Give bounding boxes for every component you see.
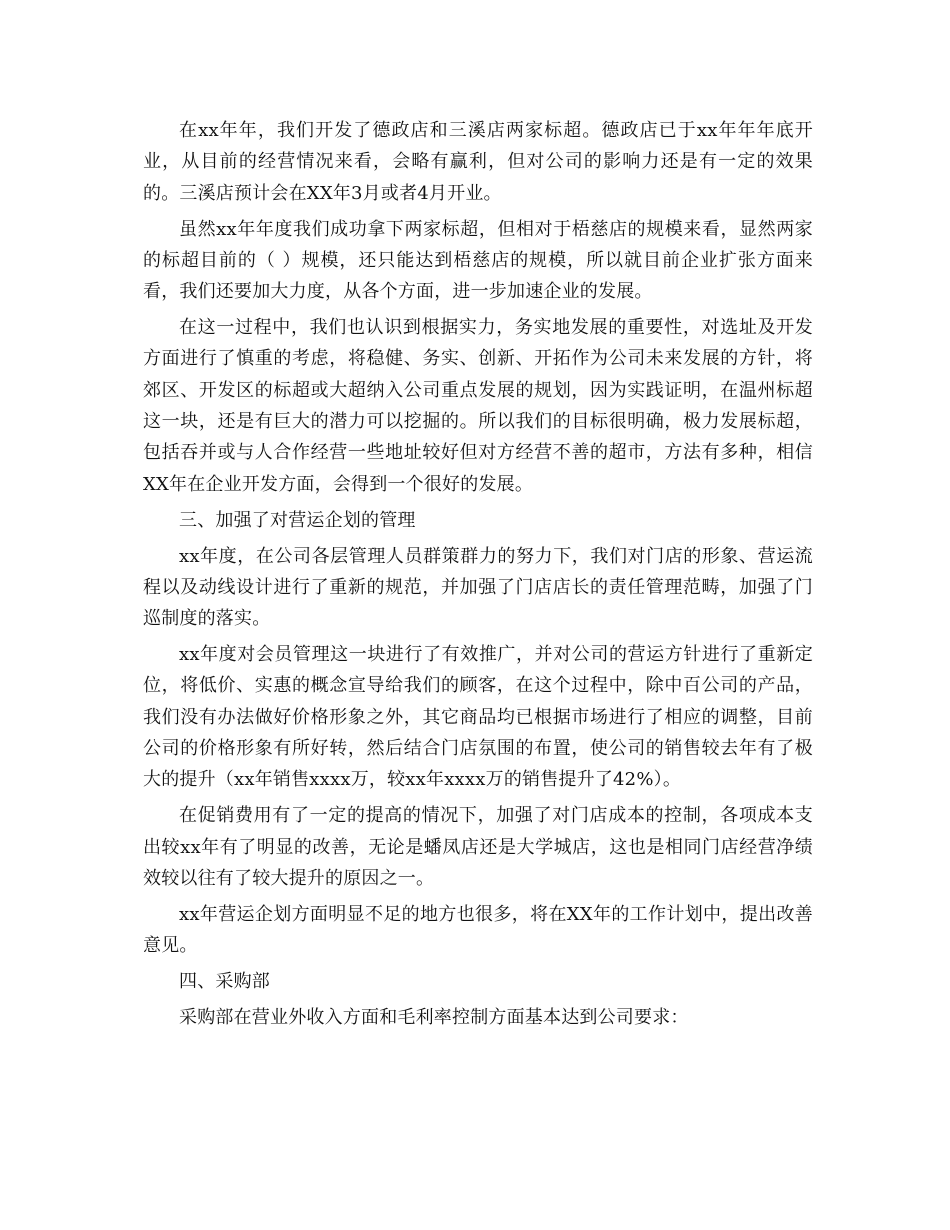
paragraph-shortcomings: xx年营运企划方面明显不足的地方也很多，将在XX年的工作计划中，提出改善意见。: [143, 903, 813, 957]
paragraph-cost-control: 在促销费用有了一定的提高的情况下，加强了对门店成本的控制，各项成本支出较xx年有了明显的改善，无论是蟠凤店还是大学城店，这也是相同门店经营净绩效较以往有了较大提升的原因之一。: [143, 805, 813, 889]
section-heading-purchasing: 四、采购部: [179, 971, 270, 993]
paragraph-new-stores: 在xx年年，我们开发了德政店和三溪店两家标超。德政店已于xx年年年底开业，从目前的经营情况来看，会略有赢利，但对公司的影响力还是有一定的效果的。三溪店预计会在XX年3月或者4月开业。: [143, 120, 813, 204]
document-body: [143, 115, 813, 1038]
paragraph-expansion-scale: 虽然xx年年度我们成功拿下两家标超，但相对于梧慈店的规模来看，显然两家的标超目前的（ ）规模，还只能达到梧慈店的规模，所以就目前企业扩张方面来看，我们还要加大力度，从各个方面，进一步加速企业的发展。: [143, 218, 813, 303]
paragraph-development-strategy: 在这一过程中，我们也认识到根据实力，务实地发展的重要性，对选址及开发方面进行了慎重的考虑，将稳健、务实、创新、开拓作为公司未来发展的方针，将郊区、开发区的标超或大超纳入公司重点发展的规划，因为实践证明，在温州标超这一块，还是有巨大的潜力可以挖掘的。所以我们的目标很明确，极力发展标超，包括吞并或与人合作经营一些地址较好但对方经营不善的超市，方法有多种，相信XX年在企业开发方面，会得到一个很好的发展。: [143, 317, 813, 495]
section-heading-operations: 三、加强了对营运企划的管理: [179, 509, 416, 531]
paragraph-membership-pricing: xx年度对会员管理这一块进行了有效推广，并对公司的营运方针进行了重新定位，将低价、实惠的概念宣导给我们的顾客，在这个过程中，除中百公司的产品，我们没有办法做好价格形象之外，其它商品均已根据市场进行了相应的调整，目前公司的价格形象有所好转，然后结合门店氛围的布置，使公司的销售较去年有了极大的提升（xx年销售xxxx万，较xx年xxxx万的销售提升了42%）。: [143, 644, 813, 791]
paragraph-purchasing-summary: 采购部在营业外收入方面和毛利率控制方面基本达到公司要求：: [179, 1007, 689, 1029]
paragraph-store-standards: xx年度，在公司各层管理人员群策群力的努力下，我们对门店的形象、营运流程以及动线设计进行了重新的规范，并加强了门店店长的责任管理范畴，加强了门巡制度的落实。: [143, 545, 813, 630]
